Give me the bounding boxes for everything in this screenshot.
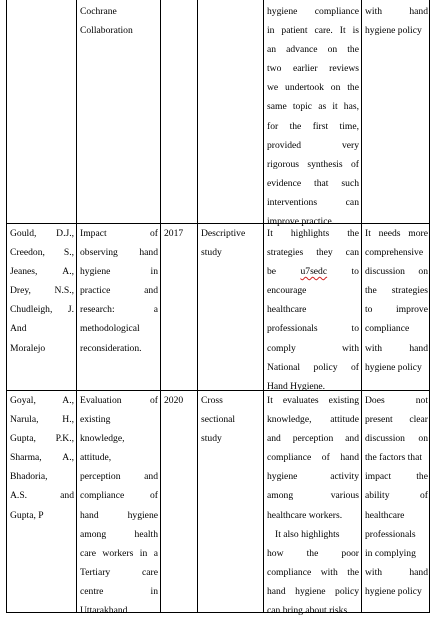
row-2-findings-line: and perception and bbox=[267, 433, 359, 445]
row-1-findings-line: encourage bbox=[267, 285, 307, 297]
row-2-title-line: compliance of bbox=[80, 490, 158, 502]
row-1-title-line: hygiene in bbox=[80, 266, 158, 278]
column-divider-2 bbox=[160, 0, 161, 612]
row-2-title-line: hand hygiene bbox=[80, 509, 158, 521]
row-2-design-line: sectional bbox=[201, 414, 236, 426]
row-2-gaps-line: discussion on bbox=[365, 433, 428, 445]
row-0-findings-line: interventions can bbox=[267, 196, 359, 208]
table-row-1-findings-cell bbox=[264, 224, 361, 396]
row-1-findings-line: professionals to bbox=[267, 323, 359, 335]
row-2-gaps-line: in complying bbox=[365, 547, 416, 559]
row-2-author-line: Sharma, A., bbox=[10, 452, 74, 464]
row-2-design-line: study bbox=[201, 433, 222, 445]
row-2-title-line: Uttarakhand bbox=[80, 605, 128, 617]
row-1-design-line: Descriptive bbox=[201, 228, 246, 239]
row-2-findings-line: how the poor bbox=[267, 547, 359, 559]
row-2-title-line: centre in bbox=[80, 585, 158, 597]
misspelled-word: u7sedc bbox=[300, 266, 328, 278]
row-2-title-line: attitude, bbox=[80, 452, 112, 464]
row-2-findings-line: hand hygiene policy bbox=[267, 585, 359, 597]
row-2-title-line: among health bbox=[80, 528, 158, 540]
row-0-findings-line: same topic as it has, bbox=[267, 101, 359, 113]
row-0-title-line: Cochrane bbox=[80, 6, 117, 17]
row-2-title-line: Evaluation of bbox=[80, 395, 158, 406]
row-2-title-line: Tertiary care bbox=[80, 566, 158, 578]
table-row-2-authors-cell bbox=[7, 391, 76, 525]
table-row-0-findings-cell bbox=[264, 2, 361, 231]
table-row-1-title-cell bbox=[77, 224, 160, 358]
row-1-findings-line: strategies they can bbox=[267, 247, 359, 259]
row-2-findings-line: hygiene activity bbox=[267, 471, 359, 483]
row-1-gaps-line: compliance bbox=[365, 323, 410, 335]
row-0-gaps-line: with hand bbox=[365, 6, 428, 17]
row-2-findings-line: knowledge, attitude bbox=[267, 414, 359, 426]
row-1-gaps-line: It needs more bbox=[365, 228, 428, 239]
row-2-findings-line: healthcare workers. bbox=[267, 509, 343, 521]
row-2-title-line: knowledge, bbox=[80, 433, 125, 445]
row-1-author-line: And bbox=[10, 323, 27, 335]
row-2-gaps-line: professionals bbox=[365, 528, 416, 540]
table-row-0-gaps-cell bbox=[362, 2, 430, 40]
row-2-gaps-line: healthcare bbox=[365, 509, 405, 521]
row-0-findings-line: for the first time, bbox=[267, 120, 359, 132]
table-row-2-title-cell bbox=[77, 391, 160, 620]
row-2-design-line: Cross bbox=[201, 395, 223, 406]
table-row-2-design-cell bbox=[198, 391, 263, 448]
word-to: to bbox=[351, 266, 359, 278]
table-row-1-authors-cell bbox=[7, 224, 76, 358]
table-row-2-year-cell bbox=[161, 391, 197, 410]
row-0-findings-line: two earlier reviews bbox=[267, 63, 359, 75]
row-1-author-line: Moralejo bbox=[10, 342, 46, 354]
row-2-gaps-line: with hand bbox=[365, 566, 428, 578]
row-1-findings-line: It highlights the bbox=[267, 228, 359, 239]
row-2-author-line: Bhadoria, bbox=[10, 471, 48, 483]
row-2-findings-line: compliance of hand bbox=[267, 452, 359, 464]
table-row-0-title-cell bbox=[77, 2, 160, 40]
row-0-gaps-line: hygiene policy bbox=[365, 25, 422, 37]
row-2-title-line: perception and bbox=[80, 471, 158, 483]
row-2-findings-line: It evaluates existing bbox=[267, 395, 359, 406]
row-2-author-line: Goyal, A., bbox=[10, 395, 74, 406]
row-1-design-line: study bbox=[201, 247, 222, 259]
column-divider-3 bbox=[197, 0, 198, 612]
row-1-gaps-line: the strategies bbox=[365, 285, 428, 297]
row-0-title-line: Collaboration bbox=[80, 25, 133, 37]
table-row-2-gaps-cell bbox=[362, 391, 430, 601]
row-2-title-line: existing bbox=[80, 414, 111, 426]
row-2-gaps-line: hygiene policy bbox=[365, 585, 422, 597]
row-2-author-line: A.S. and bbox=[10, 490, 74, 502]
row-0-findings-line: we undertook on the bbox=[267, 82, 359, 94]
row-1-gaps-line: with hand bbox=[365, 342, 428, 354]
row-2-findings-line: compliance with the bbox=[267, 566, 359, 578]
row-0-findings-line: provided very bbox=[267, 139, 359, 151]
table-row-1-gaps-cell bbox=[362, 224, 430, 377]
row-1-gaps-line: to improve bbox=[365, 304, 428, 316]
row-2-gaps-line: present clear bbox=[365, 414, 428, 426]
row-0-findings-line: improve practice. bbox=[267, 216, 335, 228]
row-1-title-line: reconsideration. bbox=[80, 342, 142, 354]
row-0-findings-line: hygiene compliance bbox=[267, 6, 359, 17]
row-0-findings-line: rigorous synthesis of bbox=[267, 158, 359, 170]
row-1-findings-line: healthcare bbox=[267, 304, 307, 316]
row-2-year: 2020 bbox=[164, 395, 184, 406]
row-0-findings-line: evidence that such bbox=[267, 177, 359, 189]
table-row-2-findings-cell bbox=[264, 391, 361, 620]
row-2-author-line: Narula, H., bbox=[10, 414, 74, 426]
row-1-author-line: Chudleigh, J. bbox=[10, 304, 74, 316]
row-2-gaps-line: ability of bbox=[365, 490, 428, 502]
row-2-gaps-line: the factors that bbox=[365, 452, 423, 464]
row-1-title-line: research: a bbox=[80, 304, 158, 316]
row-2-gaps-line: Does not bbox=[365, 395, 428, 406]
row-1-author-line: Jeanes, A., bbox=[10, 266, 74, 278]
row-1-findings-line: comply with bbox=[267, 342, 359, 354]
row-1-title-line: observing hand bbox=[80, 247, 158, 259]
row-1-title-line: practice and bbox=[80, 285, 158, 297]
row-1-findings-line: Hand Hygiene. bbox=[267, 380, 326, 392]
row-1-author-line: Creedon, S., bbox=[10, 247, 74, 259]
row-2-gaps-line: impact the bbox=[365, 471, 428, 483]
row-0-findings-line: an advance on the bbox=[267, 44, 359, 56]
table-row-1-year-cell bbox=[161, 224, 197, 243]
row-1-title-line: methodological bbox=[80, 323, 140, 335]
row-1-gaps-line: hygiene policy bbox=[365, 361, 422, 373]
row-2-findings-line: can bring about risks bbox=[267, 605, 348, 617]
row-0-findings-line: in patient care. It is bbox=[267, 25, 359, 37]
word-be: be bbox=[267, 266, 277, 278]
row-1-author-line: Gould, D.J., bbox=[10, 228, 74, 239]
row-2-author-line: Gupta, P bbox=[10, 509, 44, 521]
row-2-findings-line: It also highlights bbox=[275, 528, 340, 540]
row-1-gaps-line: discussion on bbox=[365, 266, 428, 278]
row-2-title-line: care workers in a bbox=[80, 547, 158, 559]
literature-review-table bbox=[6, 0, 430, 617]
row-1-year: 2017 bbox=[164, 228, 184, 239]
row-1-title-line: Impact of bbox=[80, 228, 158, 239]
row-1-gaps-line: comprehensive bbox=[365, 247, 424, 259]
table-row-1-design-cell bbox=[198, 224, 263, 262]
row-1-findings-line bbox=[267, 262, 359, 281]
row-1-findings-line: National policy of bbox=[267, 361, 359, 373]
row-2-author-line: Gupta, P.K., bbox=[10, 433, 74, 445]
row-1-author-line: Drey, N.S., bbox=[10, 285, 74, 297]
row-2-findings-line: among various bbox=[267, 490, 359, 502]
